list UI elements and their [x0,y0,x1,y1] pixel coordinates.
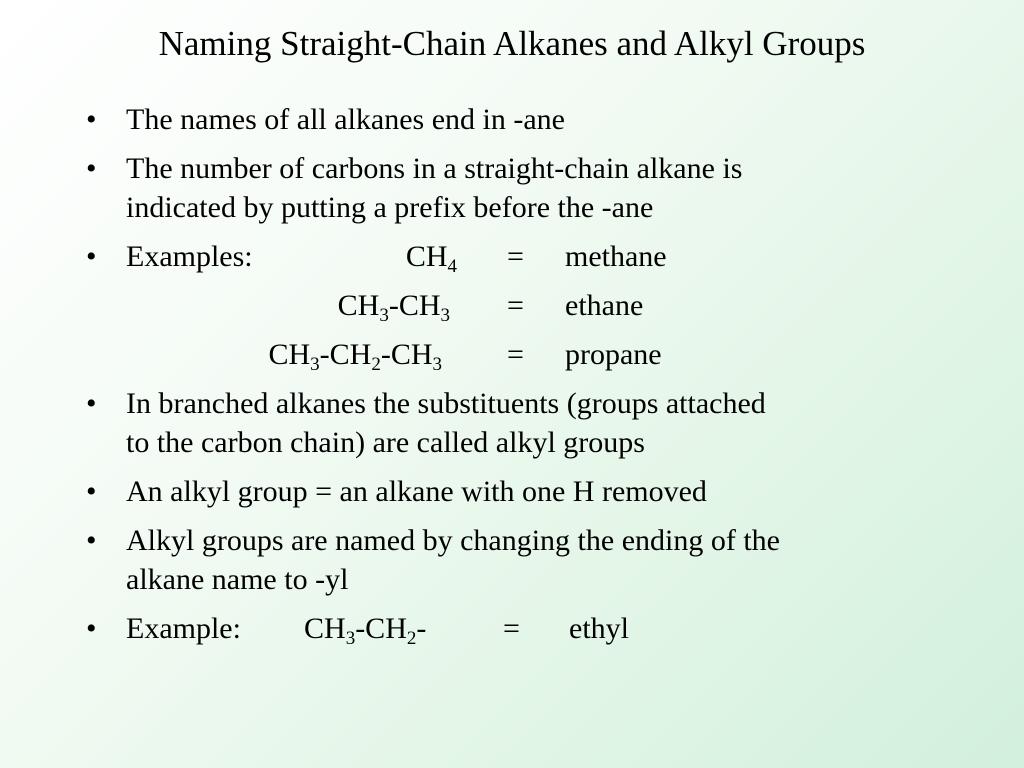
formula-text: -CH [388,289,441,322]
name-ethane: ethane [565,289,644,322]
formula-text: CH [268,338,311,371]
examples-label: Examples: [126,240,253,273]
bullet-text: The names of all alkanes end in -ane [126,103,565,136]
equals-sign: = [507,240,524,273]
bullet-marker: • [86,612,97,645]
bullet-marker: • [86,524,97,557]
bullet-marker: • [86,152,97,185]
formula-text: CH [337,289,380,322]
name-methane: methane [565,240,667,273]
bullet-text: In branched alkanes the substituents (groups attached [126,387,766,420]
formula-subscript: 2 [371,354,381,375]
bullet-marker: • [86,103,97,136]
example-label: Example: [126,612,241,645]
bullet-text-continuation: to the carbon chain) are called alkyl groups [126,426,645,459]
formula-propane [268,337,442,373]
equals-sign: = [503,612,520,645]
bullet-text: An alkyl group = an alkane with one H removed [126,475,707,508]
equals-sign: = [507,338,524,371]
formula-subscript: 3 [310,354,320,375]
bullet-text: The number of carbons in a straight-chain alkane is [126,152,743,185]
bullet-marker: • [86,387,97,420]
formula-subscript: 3 [440,305,450,326]
formula-subscript: 4 [447,256,457,277]
formula-subscript: 3 [345,628,356,649]
formula-text: CH [304,612,346,645]
name-ethyl: ethyl [569,612,629,645]
formula-ethyl [304,611,426,647]
bullet-text-continuation: alkane name to -yl [126,563,349,596]
bullet-text-continuation: indicated by putting a prefix before the -ane [126,191,654,224]
formula-subscript: 3 [379,305,389,326]
slide-title: Naming Straight-Chain Alkanes and Alkyl Groups [158,24,866,63]
bullet-marker: • [86,475,97,508]
bullet-marker: • [86,240,97,273]
formula-text: CH [405,240,448,273]
formula-ethane [338,288,450,324]
formula-methane [406,239,457,275]
equals-sign: = [507,289,524,322]
formula-subscript: 2 [406,628,417,649]
formula-subscript: 3 [432,354,442,375]
formula-text: -CH [380,338,433,371]
bullet-text: Alkyl groups are named by changing the ending of the [126,524,780,557]
formula-text: -CH [355,612,407,645]
formula-text: - [416,612,427,645]
name-propane: propane [565,338,662,371]
formula-text: -CH [319,338,372,371]
